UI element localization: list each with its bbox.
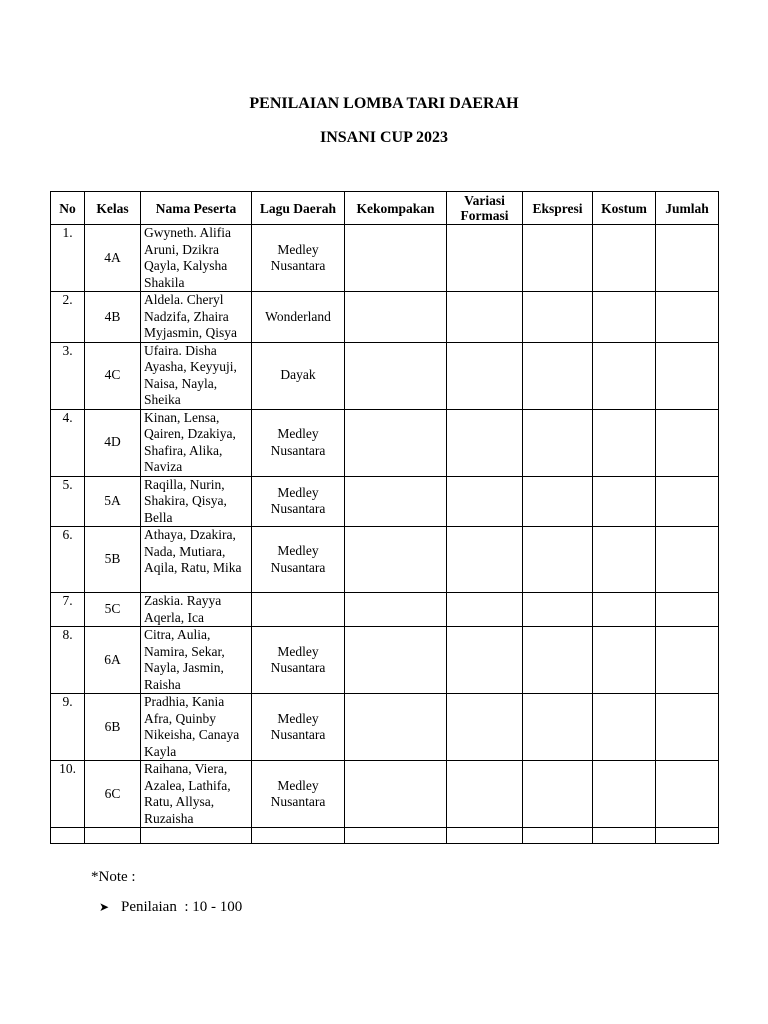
song-cell: Medley Nusantara	[252, 225, 345, 292]
table-row	[51, 627, 719, 694]
class-cell: 6C	[85, 761, 141, 828]
participant-names-cell: Zaskia. Rayya Aqerla, Ica	[141, 593, 252, 627]
column-header: No	[51, 192, 85, 225]
ekspresi-score-cell[interactable]	[523, 627, 593, 694]
variasi-formasi-score-cell[interactable]	[447, 527, 523, 593]
participant-names-cell: Ufaira. Disha Ayasha, Keyyuji, Naisa, Nayla, Sheika	[141, 342, 252, 409]
jumlah-cell[interactable]	[656, 409, 719, 476]
empty-cell[interactable]	[656, 828, 719, 844]
column-header: Jumlah	[656, 192, 719, 225]
variasi-formasi-score-cell[interactable]	[447, 694, 523, 761]
song-cell: Medley Nusantara	[252, 476, 345, 527]
participant-names-cell: Aldela. Cheryl Nadzifa, Zhaira Myjasmin, Qisya	[141, 292, 252, 343]
empty-cell[interactable]	[252, 828, 345, 844]
ekspresi-score-cell[interactable]	[523, 342, 593, 409]
song-cell: Medley Nusantara	[252, 761, 345, 828]
row-number: 7.	[51, 593, 85, 627]
song-cell: Wonderland	[252, 292, 345, 343]
arrowhead-bullet-icon: ➤	[99, 900, 110, 914]
kostum-score-cell[interactable]	[593, 627, 656, 694]
kostum-score-cell[interactable]	[593, 694, 656, 761]
participant-names-cell: Raqilla, Nurin, Shakira, Qisya, Bella	[141, 476, 252, 527]
kekompakan-score-cell[interactable]	[345, 761, 447, 828]
row-number: 4.	[51, 409, 85, 476]
row-number: 2.	[51, 292, 85, 343]
document-title: PENILAIAN LOMBA TARI DAERAH	[249, 95, 519, 112]
ekspresi-score-cell[interactable]	[523, 527, 593, 593]
table-row	[51, 342, 719, 409]
jumlah-cell[interactable]	[656, 225, 719, 292]
variasi-formasi-score-cell[interactable]	[447, 476, 523, 527]
kostum-score-cell[interactable]	[593, 409, 656, 476]
row-number: 6.	[51, 527, 85, 593]
participant-names-cell: Citra, Aulia, Namira, Sekar, Nayla, Jasmin, Raisha	[141, 627, 252, 694]
empty-cell[interactable]	[85, 828, 141, 844]
empty-cell[interactable]	[51, 828, 85, 844]
kostum-score-cell[interactable]	[593, 292, 656, 343]
ekspresi-score-cell[interactable]	[523, 593, 593, 627]
class-cell: 4B	[85, 292, 141, 343]
table-header-row	[51, 192, 719, 225]
row-number: 3.	[51, 342, 85, 409]
class-cell: 6B	[85, 694, 141, 761]
kekompakan-score-cell[interactable]	[345, 292, 447, 343]
row-number: 9.	[51, 694, 85, 761]
variasi-formasi-score-cell[interactable]	[447, 409, 523, 476]
jumlah-cell[interactable]	[656, 292, 719, 343]
kostum-score-cell[interactable]	[593, 476, 656, 527]
variasi-formasi-score-cell[interactable]	[447, 225, 523, 292]
column-header: Lagu Daerah	[252, 192, 345, 225]
jumlah-cell[interactable]	[656, 694, 719, 761]
empty-cell[interactable]	[593, 828, 656, 844]
column-header: Variasi Formasi	[447, 192, 523, 225]
variasi-formasi-score-cell[interactable]	[447, 593, 523, 627]
empty-cell[interactable]	[523, 828, 593, 844]
ekspresi-score-cell[interactable]	[523, 225, 593, 292]
jumlah-cell[interactable]	[656, 476, 719, 527]
kostum-score-cell[interactable]	[593, 342, 656, 409]
row-number: 10.	[51, 761, 85, 828]
table-row	[51, 761, 719, 828]
empty-table-row	[51, 828, 719, 844]
scoring-table	[50, 191, 719, 844]
ekspresi-score-cell[interactable]	[523, 476, 593, 527]
jumlah-cell[interactable]	[656, 527, 719, 593]
participant-names-cell: Pradhia, Kania Afra, Quinby Nikeisha, Canaya Kayla	[141, 694, 252, 761]
kekompakan-score-cell[interactable]	[345, 409, 447, 476]
variasi-formasi-score-cell[interactable]	[447, 761, 523, 828]
column-header: Kekompakan	[345, 192, 447, 225]
note-label: *Note :	[91, 869, 136, 885]
empty-cell[interactable]	[345, 828, 447, 844]
row-number: 1.	[51, 225, 85, 292]
empty-cell[interactable]	[141, 828, 252, 844]
jumlah-cell[interactable]	[656, 761, 719, 828]
variasi-formasi-score-cell[interactable]	[447, 292, 523, 343]
kekompakan-score-cell[interactable]	[345, 593, 447, 627]
ekspresi-score-cell[interactable]	[523, 694, 593, 761]
class-cell: 5A	[85, 476, 141, 527]
song-cell: Medley Nusantara	[252, 694, 345, 761]
jumlah-cell[interactable]	[656, 342, 719, 409]
table-row	[51, 694, 719, 761]
kostum-score-cell[interactable]	[593, 761, 656, 828]
kekompakan-score-cell[interactable]	[345, 476, 447, 527]
class-cell: 5B	[85, 527, 141, 593]
song-cell: Dayak	[252, 342, 345, 409]
note-item	[99, 898, 242, 916]
participant-names-cell: Raihana, Viera, Azalea, Lathifa, Ratu, Allysa, Ruzaisha	[141, 761, 252, 828]
ekspresi-score-cell[interactable]	[523, 409, 593, 476]
class-cell: 6A	[85, 627, 141, 694]
empty-cell[interactable]	[447, 828, 523, 844]
document-subtitle: INSANI CUP 2023	[319, 129, 448, 146]
table-row	[51, 225, 719, 292]
table-row	[51, 292, 719, 343]
participant-names-cell: Athaya, Dzakira, Nada, Mutiara, Aqila, Ratu, Mika	[141, 527, 252, 593]
class-cell: 4C	[85, 342, 141, 409]
ekspresi-score-cell[interactable]	[523, 761, 593, 828]
column-header: Nama Peserta	[141, 192, 252, 225]
kekompakan-score-cell[interactable]	[345, 694, 447, 761]
note-item-text: Penilaian : 10 - 100	[121, 899, 243, 915]
kostum-score-cell[interactable]	[593, 593, 656, 627]
table-row	[51, 593, 719, 627]
table-row	[51, 476, 719, 527]
song-cell: Medley Nusantara	[252, 527, 345, 593]
table-row	[51, 409, 719, 476]
table-row	[51, 527, 719, 593]
column-header: Kostum	[593, 192, 656, 225]
participant-names-cell: Gwyneth. Alifia Aruni, Dzikra Qayla, Kalysha Shakila	[141, 225, 252, 292]
song-cell: Medley Nusantara	[252, 409, 345, 476]
kostum-score-cell[interactable]	[593, 225, 656, 292]
row-number: 8.	[51, 627, 85, 694]
class-cell: 4D	[85, 409, 141, 476]
column-header: Ekspresi	[523, 192, 593, 225]
song-cell	[252, 593, 345, 627]
variasi-formasi-score-cell[interactable]	[447, 627, 523, 694]
song-cell: Medley Nusantara	[252, 627, 345, 694]
kekompakan-score-cell[interactable]	[345, 627, 447, 694]
kekompakan-score-cell[interactable]	[345, 225, 447, 292]
kostum-score-cell[interactable]	[593, 527, 656, 593]
class-cell: 4A	[85, 225, 141, 292]
class-cell: 5C	[85, 593, 141, 627]
column-header: Kelas	[85, 192, 141, 225]
row-number: 5.	[51, 476, 85, 527]
kekompakan-score-cell[interactable]	[345, 342, 447, 409]
kekompakan-score-cell[interactable]	[345, 527, 447, 593]
ekspresi-score-cell[interactable]	[523, 292, 593, 343]
jumlah-cell[interactable]	[656, 627, 719, 694]
jumlah-cell[interactable]	[656, 593, 719, 627]
participant-names-cell: Kinan, Lensa, Qairen, Dzakiya, Shafira, Alika, Naviza	[141, 409, 252, 476]
variasi-formasi-score-cell[interactable]	[447, 342, 523, 409]
